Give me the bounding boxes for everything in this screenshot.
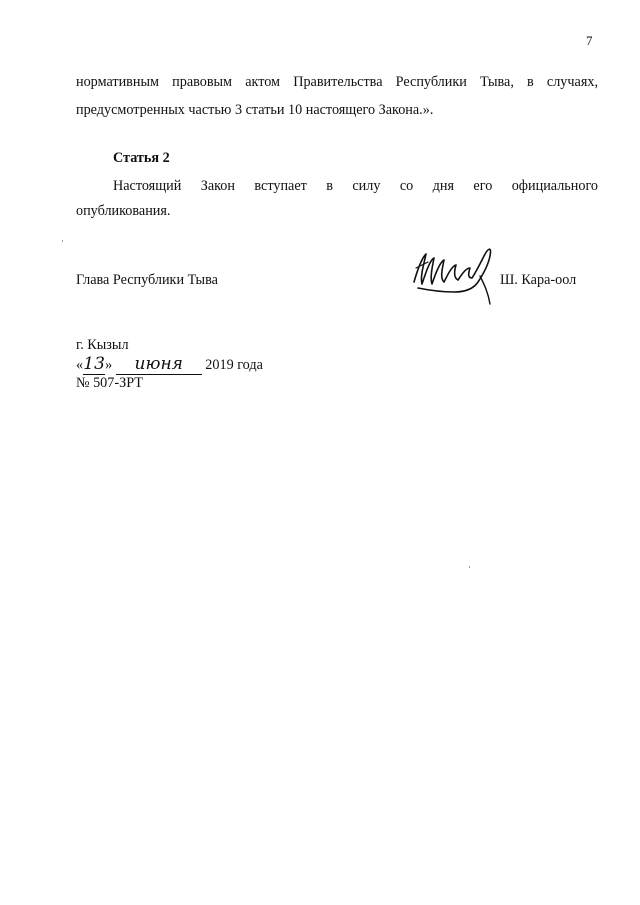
- open-quote: «: [76, 357, 84, 373]
- law-number: № 507-ЗРТ: [76, 375, 143, 391]
- page-number: 7: [586, 33, 593, 48]
- scan-speck: [62, 240, 63, 242]
- article-heading: Статья 2: [113, 150, 170, 166]
- article-text-line1: Настоящий Закон вступает в силу со дня его официального: [113, 178, 598, 194]
- date-month-handwritten: июня: [116, 354, 202, 375]
- date-day-handwritten: 13: [83, 354, 105, 374]
- date-year: 2019 года: [205, 357, 263, 373]
- city: г. Кызыл: [76, 337, 129, 353]
- paragraph-top-line2: предусмотренных частью 3 статьи 10 настоящего Закона.».: [76, 102, 434, 118]
- handwritten-signature: [404, 238, 496, 308]
- signatory-position: Глава Республики Тыва: [76, 272, 218, 288]
- paragraph-top-line1: нормативным правовым актом Правительства Республики Тыва, в случаях,: [76, 74, 598, 90]
- article-text-line2: опубликования.: [76, 203, 171, 219]
- signatory-name: Ш. Кара-оол: [500, 272, 577, 288]
- date-line: [76, 354, 263, 375]
- place-date-block: [76, 337, 263, 392]
- scan-speck: [469, 566, 470, 568]
- close-quote: »: [105, 357, 113, 373]
